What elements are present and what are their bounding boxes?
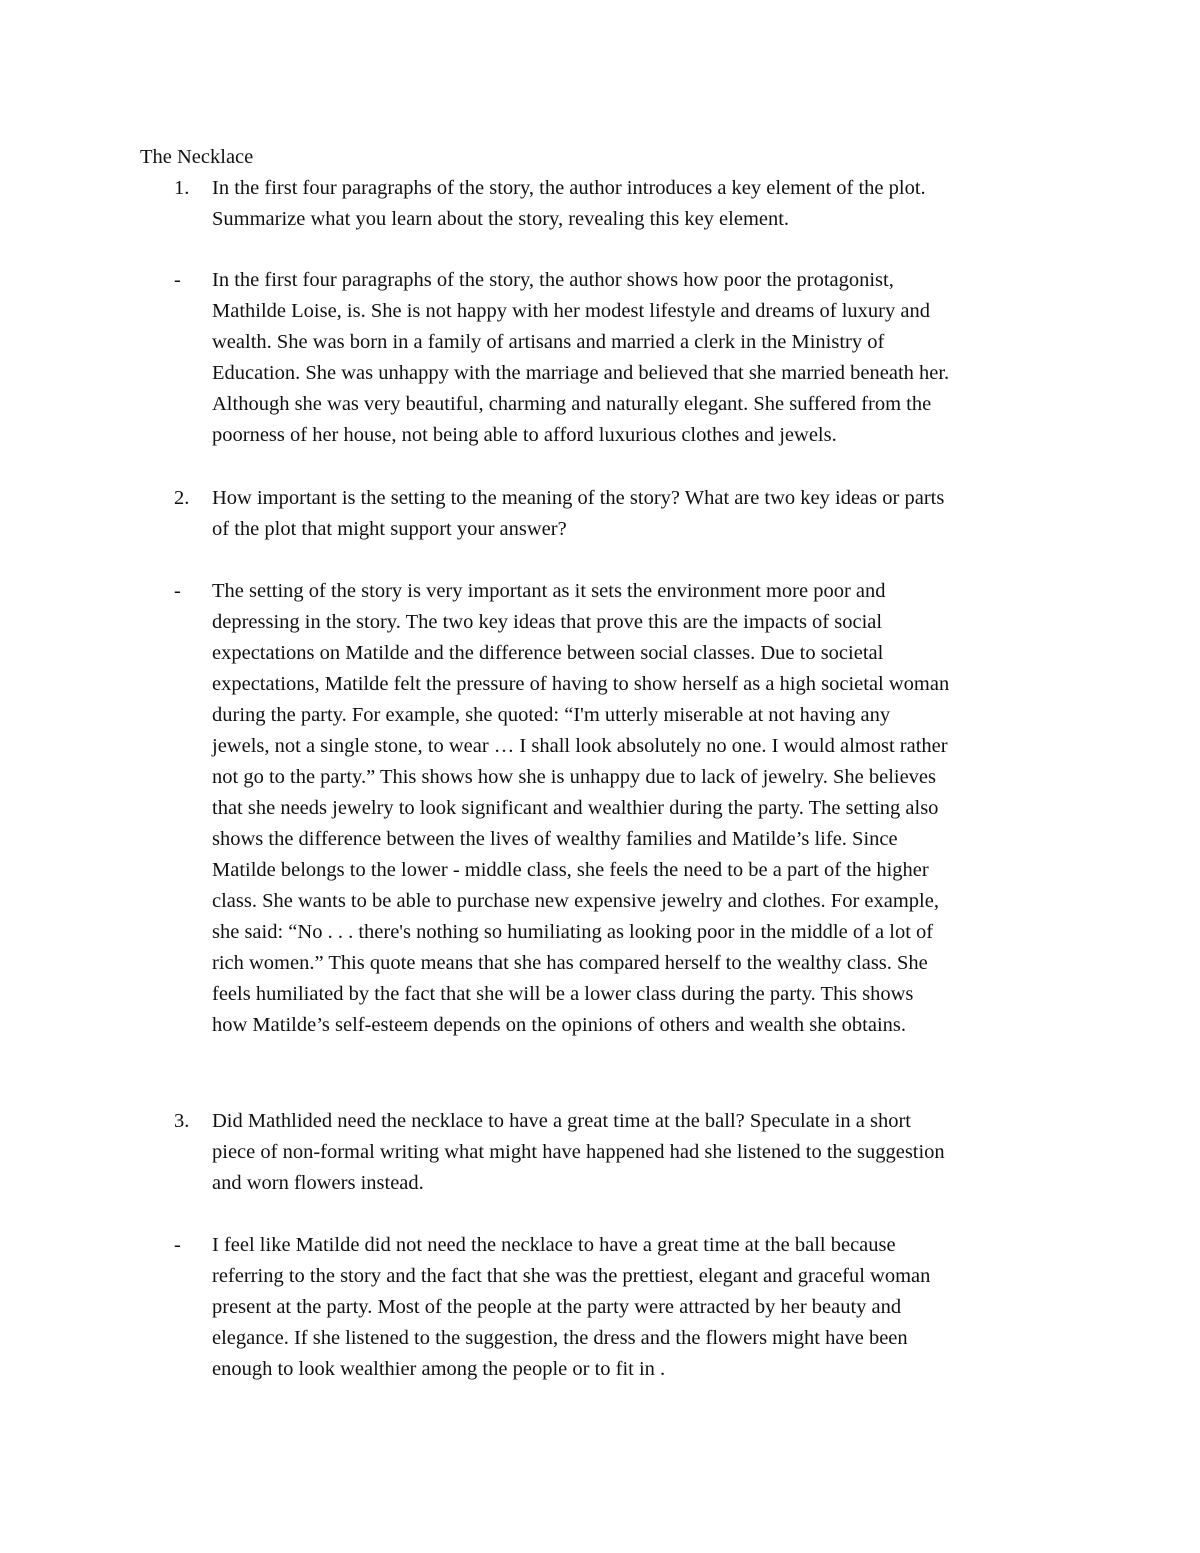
- text-line: not go to the party.” This shows how she is unhappy due to lack of jewelry. She believes: [212, 766, 937, 788]
- question-2: [174, 483, 1074, 545]
- list-marker: -: [174, 269, 181, 291]
- answer-3-text: [212, 1230, 1074, 1385]
- text-line: and worn flowers instead.: [212, 1172, 424, 1194]
- text-line: that she needs jewelry to look significant and wealthier during the party. The setting also: [212, 797, 939, 819]
- list-marker: -: [174, 1234, 181, 1256]
- text-line: depressing in the story. The two key ideas that prove this are the impacts of social: [212, 611, 883, 633]
- text-line: How important is the setting to the meaning of the story? What are two key ideas or parts: [212, 487, 945, 509]
- list-marker: 2.: [174, 487, 190, 509]
- text-line: expectations on Matilde and the difference between social classes. Due to societal: [212, 642, 884, 664]
- text-line: during the party. For example, she quoted: “I'm utterly miserable at not having any: [212, 704, 891, 726]
- text-line: expectations, Matilde felt the pressure of having to show herself as a high societal woman: [212, 673, 950, 695]
- answer-2: [174, 576, 1074, 1041]
- document-title: The Necklace: [140, 146, 254, 168]
- question-1-text: [212, 173, 1074, 235]
- text-line: wealth. She was born in a family of artisans and married a clerk in the Ministry of: [212, 331, 885, 353]
- text-line: Education. She was unhappy with the marriage and believed that she married beneath her.: [212, 362, 950, 384]
- answer-1: [174, 265, 1074, 451]
- text-line: Matilde belongs to the lower - middle class, she feels the need to be a part of the higher: [212, 859, 929, 881]
- text-line: Summarize what you learn about the story, revealing this key element.: [212, 208, 790, 230]
- list-marker: -: [174, 580, 181, 602]
- text-line: In the first four paragraphs of the story, the author shows how poor the protagonist,: [212, 269, 894, 291]
- question-3: [174, 1106, 1074, 1199]
- text-line: jewels, not a single stone, to wear … I shall look absolutely no one. I would almost rather: [212, 735, 948, 757]
- text-line: poorness of her house, not being able to afford luxurious clothes and jewels.: [212, 424, 837, 446]
- text-line: how Matilde’s self-esteem depends on the opinions of others and wealth she obtains.: [212, 1014, 907, 1036]
- text-line: Mathilde Loise, is. She is not happy with her modest lifestyle and dreams of luxury and: [212, 300, 930, 322]
- text-line: Although she was very beautiful, charming and naturally elegant. She suffered from the: [212, 393, 932, 415]
- text-line: referring to the story and the fact that she was the prettiest, elegant and graceful woman: [212, 1265, 931, 1287]
- question-2-text: [212, 483, 1074, 545]
- text-line: Did Mathlided need the necklace to have a great time at the ball? Speculate in a short: [212, 1110, 912, 1132]
- text-line: enough to look wealthier among the people or to fit in .: [212, 1358, 666, 1380]
- text-line: piece of non-formal writing what might have happened had she listened to the suggestion: [212, 1141, 945, 1163]
- list-marker: 3.: [174, 1110, 190, 1132]
- text-line: I feel like Matilde did not need the necklace to have a great time at the ball because: [212, 1234, 896, 1256]
- question-1: [174, 173, 1074, 235]
- answer-3: [174, 1230, 1074, 1385]
- answer-1-text: [212, 265, 1074, 451]
- text-line: shows the difference between the lives of wealthy families and Matilde’s life. Since: [212, 828, 898, 850]
- text-line: rich women.” This quote means that she has compared herself to the wealthy class. She: [212, 952, 928, 974]
- text-line: present at the party. Most of the people at the party were attracted by her beauty and: [212, 1296, 902, 1318]
- text-line: class. She wants to be able to purchase new expensive jewelry and clothes. For example,: [212, 890, 939, 912]
- text-line: feels humiliated by the fact that she will be a lower class during the party. This shows: [212, 983, 914, 1005]
- text-line: In the first four paragraphs of the story, the author introduces a key element of the plot.: [212, 177, 926, 199]
- text-line: of the plot that might support your answer?: [212, 518, 567, 540]
- text-line: The setting of the story is very important as it sets the environment more poor and: [212, 580, 886, 602]
- answer-2-text: [212, 576, 1074, 1041]
- question-3-text: [212, 1106, 1074, 1199]
- text-line: elegance. If she listened to the suggestion, the dress and the flowers might have been: [212, 1327, 908, 1349]
- text-line: she said: “No . . . there's nothing so humiliating as looking poor in the middle of a lot of: [212, 921, 934, 943]
- list-marker: 1.: [174, 177, 190, 199]
